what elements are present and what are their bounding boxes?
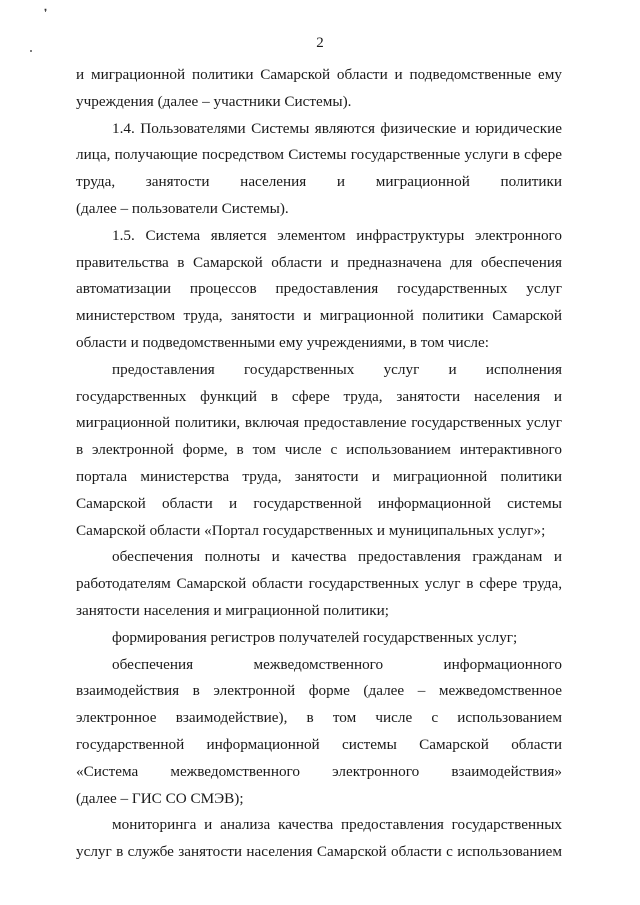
text-line: Самарской области и государственной информационной системы [76, 494, 562, 512]
text-line: 1.4. Пользователями Системы являются физические и юридические [112, 119, 562, 137]
paragraph-1-5 [76, 223, 562, 357]
text-line: электронное взаимодействие), в том числе с использованием [76, 709, 562, 727]
document-body [76, 62, 562, 866]
text-line: в электронной форме, в том числе с использованием интерактивного [76, 441, 562, 459]
text-line: миграционной политики, включая предоставление государственных услуг [76, 414, 562, 432]
text-line: области и подведомственными ему учреждениями, в том числе: [76, 333, 489, 351]
page-number: 2 [316, 35, 324, 51]
text-line: 1.5. Система является элементом инфраструктуры электронного [112, 226, 562, 244]
text-line: Самарской области «Портал государственных и муниципальных услуг»; [76, 521, 546, 539]
text-line: мониторинга и анализа качества предоставления государственных [112, 816, 562, 834]
text-line: министерством труда, занятости и миграционной политики Самарской [76, 307, 562, 325]
text-line: формирования регистров получателей государственных услуг; [112, 628, 518, 646]
text-line: предоставления государственных услуг и исполнения [112, 360, 562, 378]
paragraph-list-item [76, 544, 562, 624]
text-line: (далее – пользователи Системы). [76, 199, 289, 217]
text-line: взаимодействия в электронной форме (далее – межведомственное [76, 682, 562, 700]
text-line: услуг в службе занятости населения Самарской области с использованием [76, 843, 562, 861]
paragraph-1-4 [76, 116, 562, 223]
paragraph-list-item [76, 625, 562, 652]
text-line: обеспечения межведомственного информационного [112, 655, 562, 673]
text-line: (далее – ГИС СО СМЭВ); [76, 789, 244, 807]
text-line: занятости населения и миграционной политики; [76, 601, 390, 619]
paragraph-list-item [76, 357, 562, 545]
paragraph-list-item [76, 652, 562, 813]
text-line: автоматизации процессов предоставления государственных услуг [76, 280, 562, 298]
text-line: лица, получающие посредством Системы государственные услуги в сфере [76, 146, 562, 164]
text-line: работодателям Самарской области государственных услуг в сфере труда, [76, 575, 562, 593]
text-line: портала министерства труда, занятости и миграционной политики [76, 467, 562, 485]
text-line: государственной информационной системы Самарской области [76, 735, 562, 753]
text-line: учреждения (далее – участники Системы). [76, 92, 352, 110]
text-line: обеспечения полноты и качества предоставления гражданам и [112, 548, 562, 566]
text-line: труда, занятости населения и миграционной политики [76, 173, 562, 191]
text-line: правительства в Самарской области и предназначена для обеспечения [76, 253, 562, 271]
paragraph-continuation [76, 62, 562, 116]
text-line: государственных функций в сфере труда, занятости населения и [76, 387, 562, 405]
scan-mark: ❜ [44, 8, 48, 19]
paragraph-list-item [76, 812, 562, 866]
text-line: «Система межведомственного электронного взаимодействия» [76, 762, 562, 780]
text-line: и миграционной политики Самарской области и подведомственные ему [76, 66, 562, 83]
